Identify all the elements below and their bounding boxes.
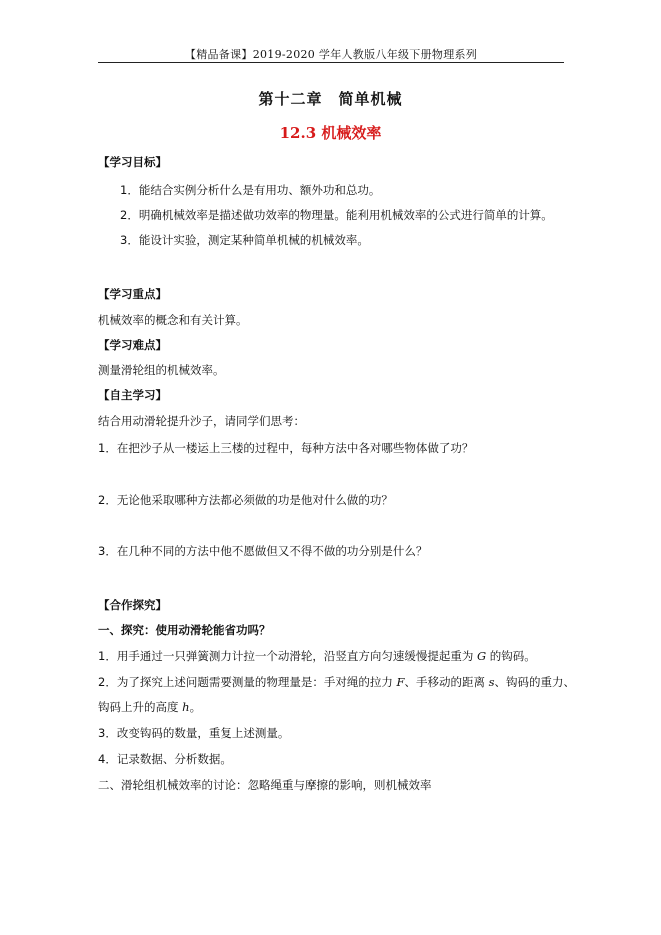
chapter-title: 第十二章 简单机械 bbox=[258, 90, 403, 108]
variable-f: F bbox=[396, 675, 405, 689]
explore-subheading-2: 二、滑轮组机械效率的讨论：忽略绳重与摩擦的影响，则机械效率 bbox=[98, 778, 432, 792]
goal-item-3: 3．能设计实验，测定某种简单机械的机械效率。 bbox=[120, 233, 369, 247]
key-text: 机械效率的概念和有关计算。 bbox=[98, 313, 248, 327]
explore-step-3: 3．改变钩码的数量，重复上述测量。 bbox=[98, 726, 290, 740]
explore-step-4: 4．记录数据、分析数据。 bbox=[98, 752, 232, 766]
difficult-text: 测量滑轮组的机械效率。 bbox=[98, 363, 225, 377]
header-divider bbox=[98, 62, 564, 63]
explore-step-2-continued: 钩码上升的高度 h。 bbox=[98, 700, 202, 714]
key-heading: 【学习重点】 bbox=[98, 287, 167, 301]
self-study-intro: 结合用动滑轮提升沙子，请同学们思考： bbox=[98, 414, 305, 428]
variable-g: G bbox=[476, 649, 487, 663]
variable-h: h bbox=[182, 700, 190, 714]
self-study-question-1: 1．在把沙子从一楼运上三楼的过程中，每种方法中各对哪些物体做了功？ bbox=[98, 441, 474, 455]
explore-step-1: 1．用手通过一只弹簧测力计拉一个动滑轮，沿竖直方向匀速缓慢提起重为 G 的钩码。 bbox=[98, 649, 536, 663]
explore-step-2: 2．为了探究上述问题需要测量的物理量是：手对绳的拉力 F、手移动的距离 s、钩码的重力、 bbox=[98, 675, 576, 689]
section-title: 12.3 机械效率 bbox=[279, 124, 382, 142]
self-study-question-2: 2．无论他采取哪种方法都必须做的功是他对什么做的功？ bbox=[98, 493, 393, 507]
page-header: 【精品备课】2019-2020 学年人教版八年级下册物理系列 bbox=[184, 48, 478, 61]
goal-item-2: 2．明确机械效率是描述做功效率的物理量。能利用机械效率的公式进行简单的计算。 bbox=[120, 208, 553, 222]
self-study-heading: 【自主学习】 bbox=[98, 388, 167, 402]
goal-item-1: 1．能结合实例分析什么是有用功、额外功和总功。 bbox=[120, 183, 381, 197]
variable-s: s bbox=[488, 675, 495, 689]
difficult-heading: 【学习难点】 bbox=[98, 338, 167, 352]
self-study-question-3: 3．在几种不同的方法中他不愿做但又不得不做的功分别是什么？ bbox=[98, 544, 428, 558]
goals-heading: 【学习目标】 bbox=[98, 155, 167, 169]
explore-subheading-1: 一、探究：使用动滑轮能省功吗？ bbox=[98, 623, 271, 637]
explore-heading: 【合作探究】 bbox=[98, 598, 167, 612]
